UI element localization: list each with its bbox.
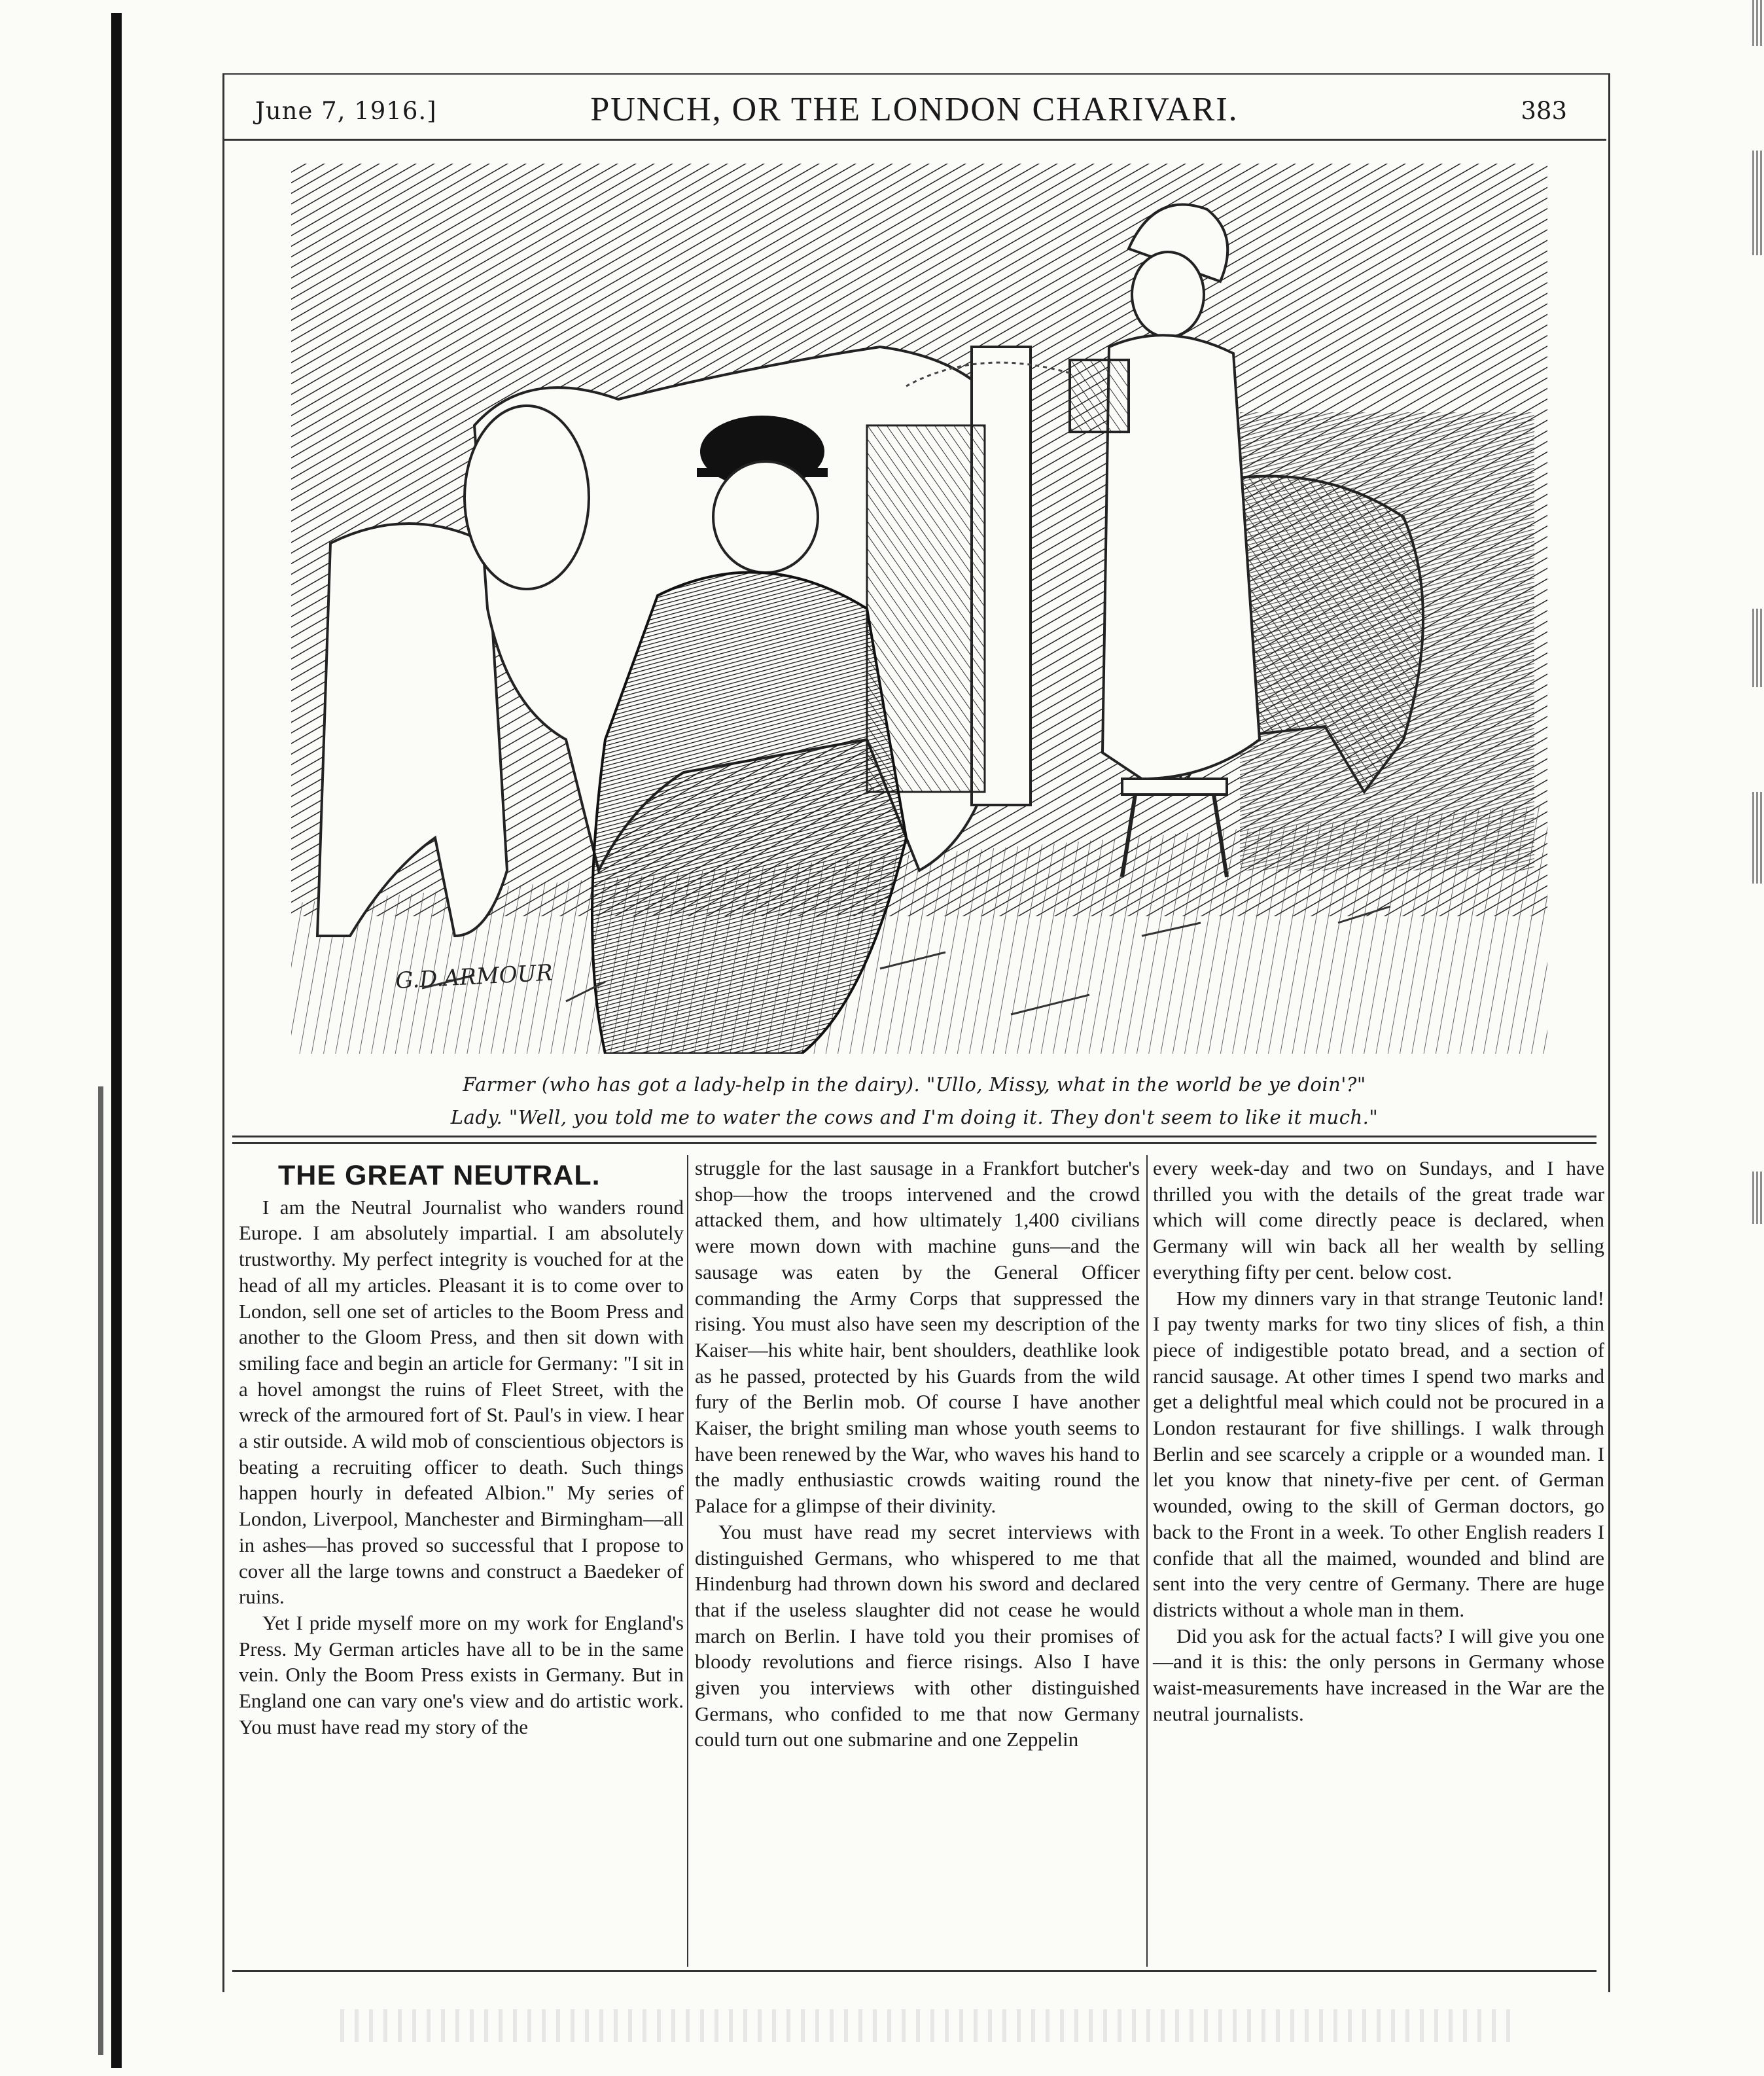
- caption-line-2: Lady. "Well, you told me to water the cows and I'm doing it. They don't seem to like it much.": [450, 1106, 1379, 1128]
- page-number: 383: [1521, 97, 1567, 125]
- artist-signature: G.D.ARMOUR: [395, 959, 554, 994]
- article-column-1: [239, 1155, 684, 1740]
- edge-mark: [1752, 151, 1764, 255]
- caption-rule: [232, 1136, 1596, 1137]
- running-header: [222, 85, 1606, 131]
- watering-can: [1070, 360, 1129, 432]
- edge-mark: [1752, 1172, 1764, 1224]
- binding-edge: [111, 13, 122, 2068]
- article-column-2: [695, 1155, 1140, 1753]
- article-title: THE GREAT NEUTRAL.: [278, 1160, 601, 1191]
- binding-shadow: [98, 1086, 103, 2055]
- edge-mark: [1752, 792, 1764, 884]
- caption-line-1: Farmer (who has got a lady-help in the dairy). "Ullo, Missy, what in the world be ye doin'?": [463, 1073, 1366, 1096]
- milking-stool: [1122, 779, 1227, 795]
- lady-face: [1132, 252, 1204, 337]
- paragraph: How my dinners vary in that strange Teutonic land! I pay twenty marks for two tiny slices of fish, a thin piece of indigestible potato bread, and a section of rancid sausage. At other times I spend two marks and get a delightful meal which could not be procured in a London restaurant for five shillings. I walk through Berlin and see scarcely a cripple or a wounded man. I let you know that ninety-five per cent. of German wounded, owing to the skill of German doctors, go back to the Front in a week. To other English readers I confide that all the maimed, wounded and blind are sent into the very centre of Germany. There are huge districts without a whole man in them.: [1153, 1286, 1604, 1621]
- cow-head: [465, 406, 589, 589]
- paragraph: You must have read my secret interviews with distinguished Germans, who whispered to me that Hindenburg had thrown down his sword and declared that if the useless slaughter did not cease he would march on Berlin. I have told you their promises of bloody revolutions and fierce risings. Also I have given you interviews with other distinguished Germans, who confided to me that now Germany could turn out one submarine and one Zeppelin: [695, 1520, 1140, 1751]
- paragraph: Did you ask for the actual facts? I will give you one—and it is this: the only persons in Germany whose waist-measurements have increased in the War are the neutral journalists.: [1153, 1624, 1604, 1725]
- column-rule: [1146, 1155, 1148, 1967]
- publication-title: PUNCH, OR THE LONDON CHARIVARI.: [590, 91, 1239, 128]
- paragraph: Yet I pride myself more on my work for England's Press. My German articles have all to be in the same vein. Only the Boom Press exists in Germany. But in England one can vary one's view and do artistic work. You must have read my story of the: [239, 1611, 684, 1738]
- edge-mark: [1752, 0, 1764, 46]
- paragraph: struggle for the last sausage in a Frankfort butcher's shop—how the troops intervened and the crowd attacked them, and how ultimately 1,400 civilians were mown down with machine guns—and the sausage was eaten by the General Officer commanding the Army Corps that suppressed the rising. You must also have seen my description of the Kaiser—his white hair, bent shoulders, deathlike look as he passed, protected by his Guards from the wild fury of the Berlin mob. Of course I have another Kaiser, the bright smiling man whose youth seems to have been renewed by the War, who waves his hand to the madly enthusiastic crowds waiting round the Palace for a glimpse of their divinity.: [695, 1156, 1140, 1518]
- column-rule: [687, 1155, 688, 1967]
- article-column-3: [1153, 1155, 1604, 1727]
- print-smudge: [340, 2009, 1518, 2042]
- paragraph: I am the Neutral Journalist who wanders round Europe. I am absolutely impartial. I am absolutely trustworthy. My perfect integrity is vouched for at the head of all my articles. Pleasant it is to come over to London, sell one set of articles to the Boom Press and another to the Gloom Press, and then sit down with smiling face and begin an article for Germany: "I sit in a hovel amongst the ruins of Fleet Street, with the wreck of the armoured fort of St. Paul's in view. I hear a stir outside. A wild mob of conscientious objectors is beating a recruiting officer to death. Such things happen hourly in defeated Albion." My series of London, Liverpool, Manchester and Birmingham—all in ashes—has proved so successful that I propose to cover all the large towns and construct a Baedeker of ruins.: [239, 1195, 684, 1609]
- caption-rule: [232, 1142, 1596, 1144]
- cartoon-illustration: [291, 151, 1547, 1054]
- bottom-rule: [232, 1970, 1596, 1972]
- paragraph: every week-day and two on Sundays, and I have thrilled you with the details of the great trade war which will come directly peace is declared, when Germany will win back all her wealth by selling everything fifty per cent. below cost.: [1153, 1156, 1604, 1283]
- farmer-head: [713, 461, 818, 573]
- issue-date: June 7, 1916.]: [255, 97, 437, 125]
- header-rule: [222, 139, 1606, 141]
- edge-mark: [1752, 609, 1764, 687]
